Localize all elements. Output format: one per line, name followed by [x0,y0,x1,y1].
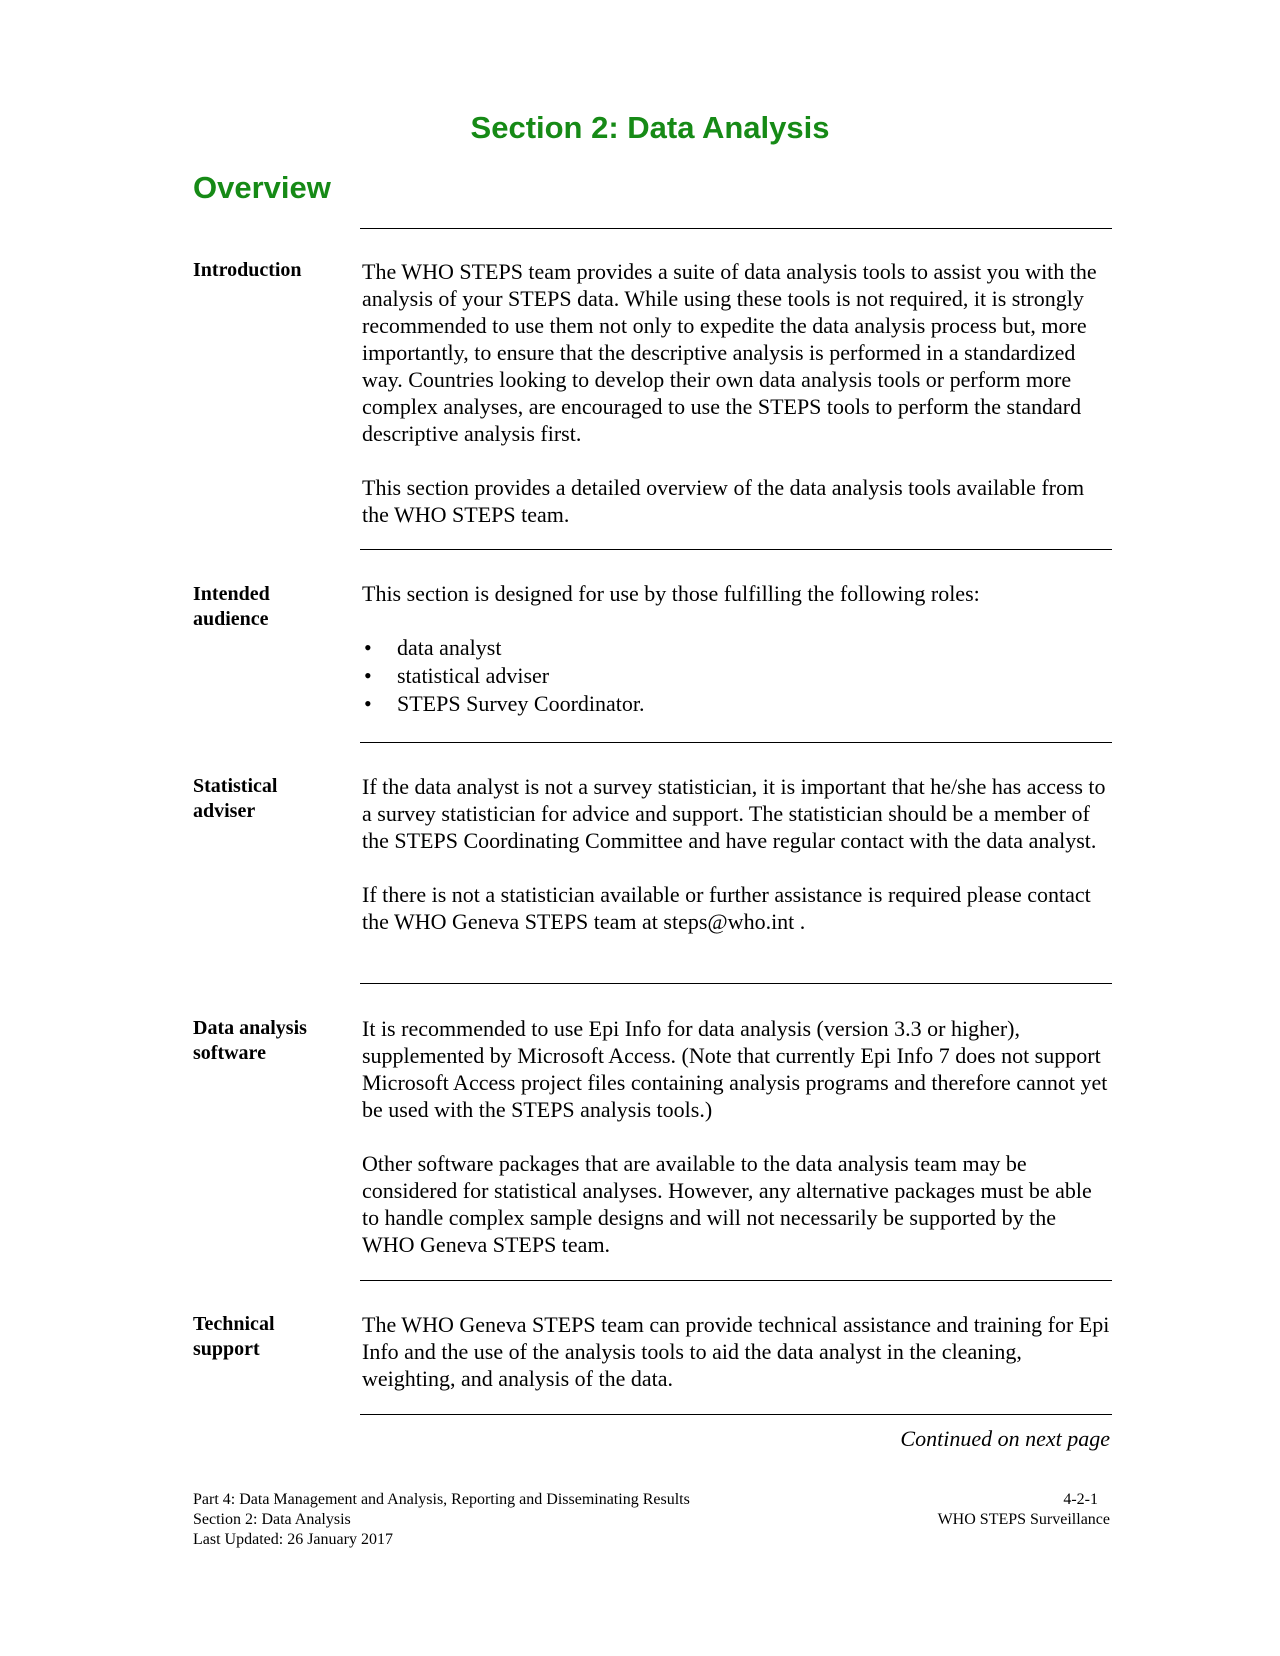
paragraph: The WHO STEPS team provides a suite of data analysis tools to assist you with the analysis of your STEPS data. While using these tools is not required, it is strongly recommended to use them not only to expedite the data analysis process but, more importantly, to ensure that the descriptive analysis is performed in a standardized way. Countries looking to develop their own data analysis tools or perform more complex analyses, are encouraged to use the STEPS tools to perform the standard descriptive analysis first. [362,259,1097,446]
paragraph: Other software packages that are available to the data analysis team may be considered for statistical analyses. However, any alternative packages must be able to handle complex sample designs and will not necessarily be supported by the WHO Geneva STEPS team. [362,1151,1092,1257]
paragraph: This section is designed for use by those fulfilling the following roles: [362,581,980,606]
section-divider [360,983,1112,984]
list-item: • statistical adviser [364,663,550,688]
paragraph: If the data analyst is not a survey statistician, it is important that he/she has access to a survey statistician for advice and support. The statistician should be a member of the STEPS Coordinating Committee and have regular contact with the data analyst. [362,774,1106,853]
footer-part: Part 4: Data Management and Analysis, Reporting and Disseminating Results [193,1491,690,1508]
bullet-icon: • [364,691,372,716]
block-body-intended-audience [362,580,1112,718]
list-item: • data analyst [364,635,502,660]
section-divider [360,742,1112,743]
footer-updated: Last Updated: 26 January 2017 [193,1531,393,1548]
paragraph: This section provides a detailed overview of the data analysis tools available from the WHO STEPS team. [362,475,1085,527]
block-body-technical-support [362,1311,1112,1392]
section-divider [360,1414,1112,1415]
page-title: Section 2: Data Analysis [470,110,830,145]
paragraph: It is recommended to use Epi Info for data analysis (version 3.3 or higher), supplemented by Microsoft Access. (Note that currently Epi Info 7 does not support Microsoft Access project files containing analysis programs and therefore cannot yet be used with the STEPS analysis tools.) [362,1016,1108,1122]
block-body-introduction [362,258,1112,528]
block-label-data-analysis-software: Data analysis software [193,1017,307,1064]
roles-list [362,634,1112,718]
block-label-intended-audience: Intended audience [193,583,270,630]
paragraph: If there is not a statistician available or further assistance is required please contact the WHO Geneva STEPS team at steps@who.int . [362,882,1091,934]
block-body-data-analysis-software [362,1015,1112,1258]
section-divider [360,228,1112,229]
paragraph: The WHO Geneva STEPS team can provide technical assistance and training for Epi Info and the use of the analysis tools to aid the data analyst in the cleaning, weighting, and analysis of the data. [362,1312,1110,1391]
section-divider [360,1280,1112,1281]
block-label-technical-support: Technical support [193,1313,275,1360]
footer-section: Section 2: Data Analysis [193,1511,351,1528]
publication-name: WHO STEPS Surveillance [937,1511,1110,1528]
block-label-statistical-adviser: Statistical adviser [193,775,278,822]
footer-right [938,1490,1110,1530]
footer-left [193,1490,690,1550]
section-heading: Overview [193,170,331,205]
page-number: 4-2-1 [1063,1491,1098,1508]
block-label-introduction: Introduction [193,259,302,281]
block-body-statistical-adviser [362,773,1112,935]
section-divider [360,549,1112,550]
list-item: • STEPS Survey Coordinator. [364,691,645,716]
continued-note: Continued on next page [900,1426,1110,1451]
bullet-icon: • [364,663,372,688]
bullet-icon: • [364,635,372,660]
